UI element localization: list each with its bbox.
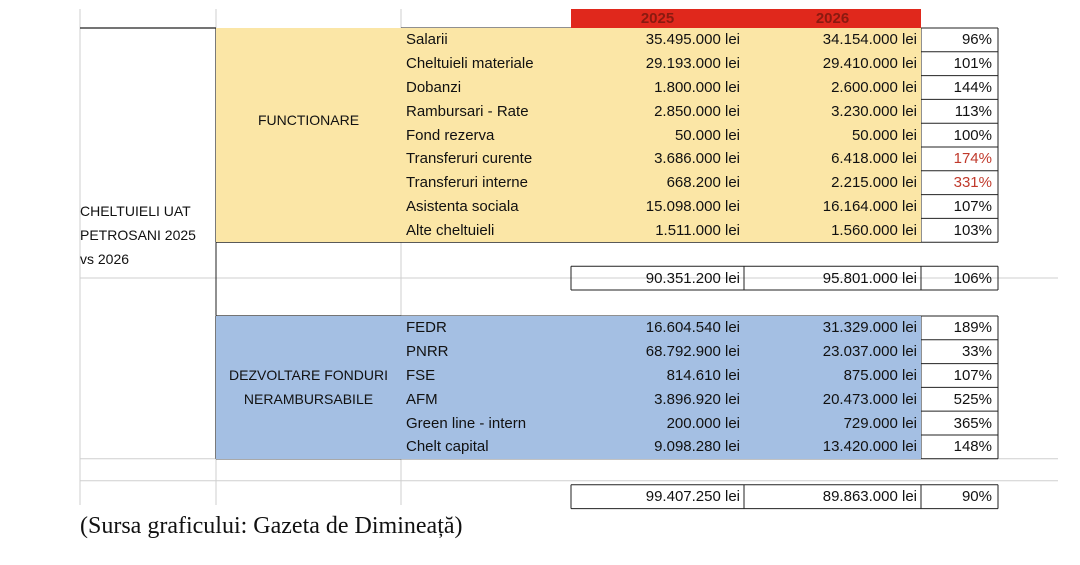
dezvoltare-row-2025: 68.792.900 lei	[645, 343, 740, 361]
functionare-row-2026: 2.215.000 lei	[831, 174, 917, 192]
functionare-row-2026: 16.164.000 lei	[822, 197, 917, 215]
title-line-0: CHELTUIELI UAT	[80, 203, 191, 219]
dezvoltare-total-2025: 99.407.250 lei	[645, 488, 740, 506]
functionare-row-2026: 2.600.000 lei	[831, 78, 917, 96]
dezvoltare-row-2026: 23.037.000 lei	[822, 343, 917, 361]
dezvoltare-row-pct: 107%	[953, 366, 992, 384]
title-line-1: PETROSANI 2025	[80, 227, 196, 243]
year-header-2026: 2026	[815, 10, 850, 27]
dezvoltare-row-label: FSE	[406, 366, 436, 384]
dezvoltare-row-pct: 525%	[953, 390, 992, 408]
dezvoltare-row-2026: 875.000 lei	[843, 366, 917, 384]
functionare-row-2026: 34.154.000 lei	[822, 31, 917, 49]
dezvoltare-row-label: AFM	[406, 390, 438, 408]
functionare-label: FUNCTIONARE	[257, 112, 360, 129]
functionare-row-pct: 101%	[953, 55, 992, 73]
functionare-row-label: Fond rezerva	[406, 126, 495, 144]
dezvoltare-label	[216, 316, 401, 459]
functionare-row-2026: 3.230.000 lei	[831, 102, 917, 120]
functionare-row-2025: 1.800.000 lei	[654, 78, 740, 96]
dezvoltare-total-pct: 90%	[961, 488, 992, 506]
dezvoltare-row-2025: 9.098.280 lei	[654, 438, 740, 456]
dezvoltare-row-label: FEDR	[406, 319, 447, 337]
functionare-row-pct: 174%	[953, 150, 992, 168]
functionare-row-2025: 50.000 lei	[674, 126, 740, 144]
functionare-row-label: Rambursari - Rate	[406, 102, 529, 120]
functionare-total-2025: 90.351.200 lei	[645, 269, 740, 287]
functionare-row-2025: 1.511.000 lei	[655, 221, 740, 239]
dezvoltare-row-label: PNRR	[406, 343, 449, 361]
functionare-row-2025: 668.200 lei	[666, 174, 740, 192]
functionare-row-pct: 113%	[954, 102, 992, 120]
functionare-row-2025: 3.686.000 lei	[654, 150, 740, 168]
year-header-2025: 2025	[640, 10, 675, 27]
functionare-row-2025: 2.850.000 lei	[654, 102, 740, 120]
dezvoltare-row-2026: 13.420.000 lei	[822, 438, 917, 456]
dezvoltare-row-label: Green line - intern	[406, 414, 527, 432]
dezvoltare-label-line-0: DEZVOLTARE FONDURI	[229, 367, 388, 384]
functionare-row-pct: 96%	[961, 31, 992, 49]
functionare-row-pct: 331%	[953, 174, 992, 192]
functionare-row-label: Cheltuieli materiale	[406, 55, 534, 73]
functionare-row-label: Transferuri curente	[406, 150, 533, 168]
functionare-row-label: Alte cheltuieli	[406, 221, 495, 239]
title-block	[80, 190, 216, 280]
dezvoltare-row-2025: 3.896.920 lei	[654, 390, 740, 408]
functionare-row-label: Salarii	[406, 31, 448, 49]
dezvoltare-row-pct: 365%	[953, 414, 992, 432]
dezvoltare-label-line-1: NERAMBURSABILE	[243, 391, 374, 408]
functionare-row-label: Transferuri interne	[406, 174, 528, 192]
dezvoltare-row-pct: 33%	[961, 343, 992, 361]
functionare-row-2026: 29.410.000 lei	[822, 55, 917, 73]
functionare-row-2025: 15.098.000 lei	[645, 197, 740, 215]
dezvoltare-row-2026: 20.473.000 lei	[822, 390, 917, 408]
functionare-row-2026: 1.560.000 lei	[831, 221, 917, 239]
functionare-row-2025: 35.495.000 lei	[645, 31, 740, 49]
functionare-row-pct: 144%	[953, 78, 992, 96]
source-caption: (Sursa graficului: Gazeta de Dimineață)	[80, 513, 463, 539]
functionare-row-label: Asistenta sociala	[406, 197, 519, 215]
functionare-row-2026: 6.418.000 lei	[831, 150, 917, 168]
dezvoltare-row-2025: 814.610 lei	[666, 366, 740, 384]
functionare-row-2026: 50.000 lei	[851, 126, 917, 144]
dezvoltare-total-2026: 89.863.000 lei	[822, 488, 917, 506]
dezvoltare-row-2025: 16.604.540 lei	[645, 319, 740, 337]
dezvoltare-row-label: Chelt capital	[406, 438, 489, 456]
dezvoltare-row-pct: 148%	[953, 438, 992, 456]
functionare-row-pct: 100%	[953, 126, 992, 144]
functionare-row-pct: 107%	[953, 197, 992, 215]
functionare-row-2025: 29.193.000 lei	[645, 55, 740, 73]
functionare-row-pct: 103%	[953, 221, 992, 239]
dezvoltare-row-2026: 31.329.000 lei	[822, 319, 917, 337]
dezvoltare-row-2026: 729.000 lei	[843, 414, 917, 432]
functionare-row-label: Dobanzi	[406, 78, 462, 96]
title-line-2: vs 2026	[80, 251, 130, 267]
functionare-total-2026: 95.801.000 lei	[822, 269, 917, 287]
dezvoltare-row-pct: 189%	[953, 319, 992, 337]
dezvoltare-row-2025: 200.000 lei	[666, 414, 740, 432]
functionare-total-pct: 106%	[953, 269, 992, 287]
